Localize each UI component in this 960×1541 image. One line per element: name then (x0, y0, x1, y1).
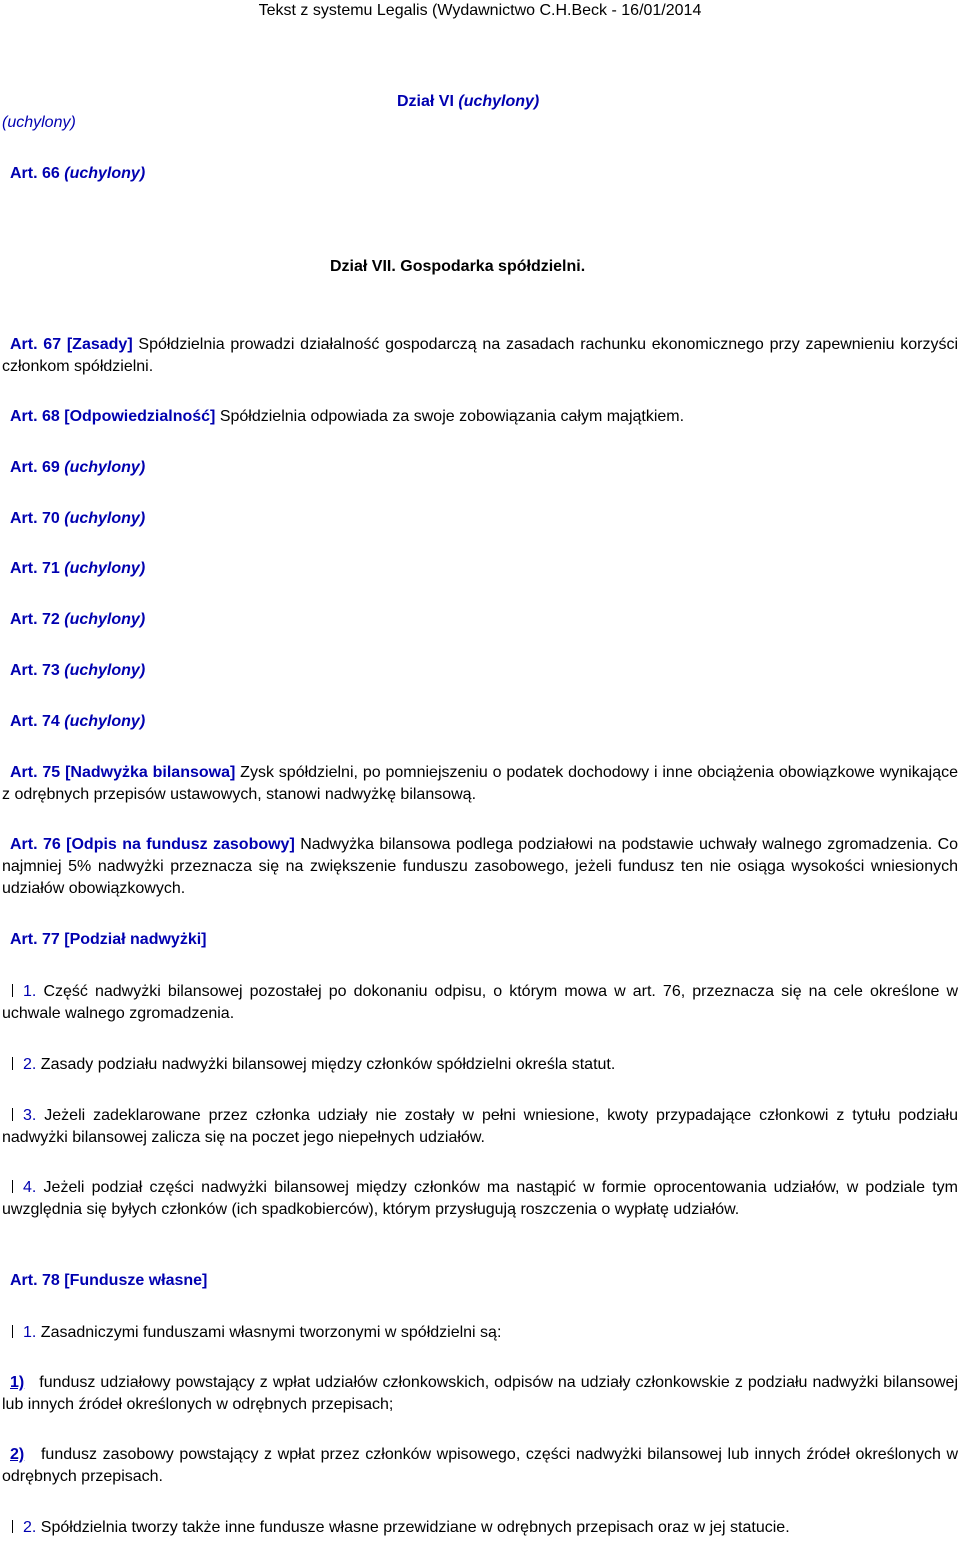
item-number: 2. (23, 1519, 37, 1536)
article-number: Art. 72 (10, 611, 60, 628)
article-text: Spółdzielnia prowadzi działalność gospodarczą na zasadach rachunku ekonomicznego przy zapewnieniu korzyści członkom spółdzielni. (2, 336, 959, 375)
point-text: fundusz udziałowy powstający z wpłat udziałów członkowskich, odpisów na udziały członkowskie z podziału nadwyżki bilansowej lub innych źródeł określonych w odrębnych przepisach; (2, 1374, 958, 1413)
article-text: Zysk spółdzielni, po pomniejszeniu o podatek dochodowy i inne obciążenia obowiązkowe wynikające z odrębnych przepisów ustawowych, stanowi nadwyżkę bilansową. (2, 764, 958, 803)
article-status: (uchylony) (64, 611, 146, 628)
article-text: Nadwyżka bilansowa podlega podziałowi na podstawie uchwały walnego zgromadzenia. Co najmniej 5% nadwyżki przeznacza się na zwiększenie funduszu zasobowego, jeżeli fundusz ten nie osiąga wysokości wniesionych udziałów obowiązkowych. (2, 836, 959, 897)
article-68 (10, 406, 684, 428)
article-78-heading (10, 1270, 207, 1292)
item-text: Jeżeli zadeklarowane przez członka udziały nie zostały w pełni wniesione, kwoty przypadające członkowi z tytułu podziału nadwyżki bilansowej zalicza się na poczet jego niepełnych udziałów. (2, 1107, 958, 1146)
article-77-item-1 (2, 981, 958, 1025)
article-number: Art. 76 (10, 836, 61, 853)
article-78-item-2 (23, 1517, 790, 1539)
item-text: Zasady podziału nadwyżki bilansowej między członków spółdzielni określa statut. (40, 1056, 616, 1073)
article-78-point-1 (2, 1372, 958, 1416)
article-number: Art. 67 (10, 336, 62, 353)
article-status: (uchylony) (64, 510, 146, 527)
division-6-title: Dział VI (397, 93, 454, 110)
point-number: 2) (10, 1446, 25, 1463)
article-number: Art. 78 (10, 1272, 60, 1289)
article-number: Art. 74 (10, 713, 60, 730)
page-header: Tekst z systemu Legalis (Wydawnictwo C.H.Beck - 16/01/2014 (258, 2, 702, 19)
article-number: Art. 71 (10, 560, 60, 577)
article-69 (10, 457, 145, 479)
item-number: 4. (23, 1179, 37, 1196)
article-status: (uchylony) (64, 165, 146, 182)
article-78-point-2 (2, 1444, 958, 1488)
left-status-note: (uchylony) (2, 114, 76, 131)
item-text: Część nadwyżki bilansowej pozostałej po dokonaniu odpisu, o którym mowa w art. 76, przeznacza się na cele określone w uchwale walnego zgromadzenia. (2, 983, 959, 1022)
article-title: [Podział nadwyżki] (64, 931, 207, 948)
article-number: Art. 75 (10, 764, 61, 781)
article-title: [Zasady] (66, 336, 133, 353)
article-number: Art. 70 (10, 510, 60, 527)
article-status: (uchylony) (64, 560, 146, 577)
item-number: 1. (23, 1324, 37, 1341)
article-status: (uchylony) (64, 713, 146, 730)
article-text: Spółdzielnia odpowiada za swoje zobowiązania całym majątkiem. (219, 408, 685, 425)
article-71 (10, 558, 145, 580)
article-77-item-2 (2, 1054, 958, 1076)
article-72 (10, 609, 145, 631)
paragraph-marker (12, 1325, 13, 1338)
article-number: Art. 66 (10, 165, 60, 182)
article-title: [Fundusze własne] (64, 1272, 208, 1289)
item-number: 1. (23, 983, 37, 1000)
article-75 (2, 762, 958, 806)
division-6-status: (uchylony) (458, 93, 540, 110)
article-title: [Odpis na fundusz zasobowy] (66, 836, 295, 853)
article-70 (10, 508, 145, 530)
article-title: [Odpowiedzialność] (64, 408, 216, 425)
article-number: Art. 68 (10, 408, 60, 425)
paragraph-marker (12, 1520, 13, 1533)
item-text: Zasadniczymi funduszami własnymi tworzonymi w spółdzielni są: (40, 1324, 502, 1341)
article-76 (2, 834, 958, 900)
item-number: 3. (23, 1107, 37, 1124)
item-text: Jeżeli podział części nadwyżki bilansowej między członków ma nastąpić w formie oprocentowania udziałów, w podziale tym uwzględnia się byłych członków (ich spadkobierców), którym przysługują roszczenia o wypłatę udziałów. (2, 1179, 958, 1218)
article-78-item-1 (23, 1322, 501, 1344)
article-number: Art. 73 (10, 662, 60, 679)
article-77-item-3 (2, 1105, 958, 1149)
article-status: (uchylony) (64, 459, 146, 476)
article-77-item-4 (2, 1177, 958, 1221)
article-title: [Nadwyżka bilansowa] (65, 764, 236, 781)
division-7-title: Dział VII. Gospodarka spółdzielni. (330, 258, 586, 275)
article-77-heading (10, 929, 207, 951)
article-number: Art. 77 (10, 931, 60, 948)
article-status: (uchylony) (64, 662, 146, 679)
article-74 (10, 711, 145, 733)
division-6-heading (397, 91, 539, 113)
article-73 (10, 660, 145, 682)
item-text: Spółdzielnia tworzy także inne fundusze własne przewidziane w odrębnych przepisach oraz w jej statucie. (40, 1519, 790, 1536)
item-number: 2. (23, 1056, 37, 1073)
article-67 (2, 334, 958, 378)
article-66 (10, 163, 145, 185)
point-text: fundusz zasobowy powstający z wpłat przez członków wpisowego, części nadwyżki bilansowej lub innych źródeł określonych w odrębnych przepisach. (2, 1446, 958, 1485)
point-number: 1) (10, 1374, 25, 1391)
article-number: Art. 69 (10, 459, 60, 476)
